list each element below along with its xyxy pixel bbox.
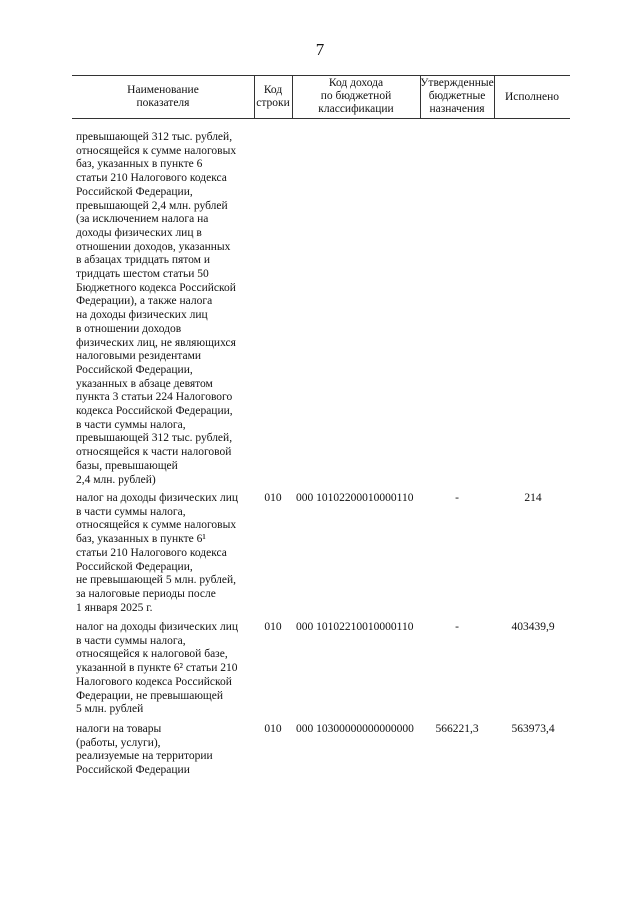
header-code: Код строки bbox=[256, 84, 290, 109]
row-executed: 563973,4 bbox=[511, 723, 555, 735]
header-approved: Утвержденные бюджетные назначения bbox=[420, 77, 494, 115]
row-code: 010 bbox=[264, 723, 282, 735]
row-name: налог на доходы физических лиц в части суммы налога, относящейся к сумме налоговых баз, указанных в пункте 6¹ статьи 210 Налогового кодекса Российской Федерации, не превышающей 5 млн. рублей, за налоговые периоды после 1 января 2025 г. bbox=[76, 492, 239, 614]
row-code: 010 bbox=[264, 621, 282, 633]
row-code: 010 bbox=[264, 492, 282, 504]
header-name: Наименование показателя bbox=[127, 84, 199, 109]
table-header-bottom-border bbox=[72, 118, 570, 119]
row-income-code: 000 10300000000000000 bbox=[296, 723, 414, 735]
table-header-top-border bbox=[72, 75, 570, 76]
row-name: налоги на товары (работы, услуги), реализуемые на территории Российской Федерации bbox=[76, 723, 213, 777]
page-number: 7 bbox=[315, 40, 325, 59]
row-income-code: 000 10102210010000110 bbox=[296, 621, 414, 633]
row-name: налог на доходы физических лиц в части суммы налога, относящейся к налоговой базе, указанной в пункте 6² статьи 210 Налогового кодекса Российской Федерации, не превышающей 5 млн. рублей bbox=[76, 621, 239, 716]
row-executed: 403439,9 bbox=[511, 621, 555, 633]
row-name: превышающей 312 тыс. рублей, относящейся к сумме налоговых баз, указанных в пункте 6 статьи 210 Налогового кодекса Российской Федерации, превышающей 2,4 млн. рублей (за исключением налога на доходы физических лиц в отношении доходов, указанных в абзацах тридцать пятом и тридцать шестом статьи 50 Бюджетного кодекса Российской Федерации), а также налога на доходы физических лиц в отношении доходов физических лиц, не являющихся налоговыми резидентами Российской Федерации, указанных в абзаце девятом пункта 3 статьи 224 Налогового кодекса Российской Федерации, в части суммы налога, превышающей 312 тыс. рублей, относящейся к части налоговой базы, превышающей 2,4 млн. рублей) bbox=[76, 131, 237, 486]
row-executed: 214 bbox=[524, 492, 542, 504]
row-income-code: 000 10102200010000110 bbox=[296, 492, 414, 504]
header-executed: Исполнено bbox=[504, 91, 560, 103]
row-approved: - bbox=[455, 492, 459, 504]
row-approved: - bbox=[455, 621, 459, 633]
row-approved: 566221,3 bbox=[435, 723, 479, 735]
header-income-code: Код дохода по бюджетной классификации bbox=[318, 77, 394, 115]
